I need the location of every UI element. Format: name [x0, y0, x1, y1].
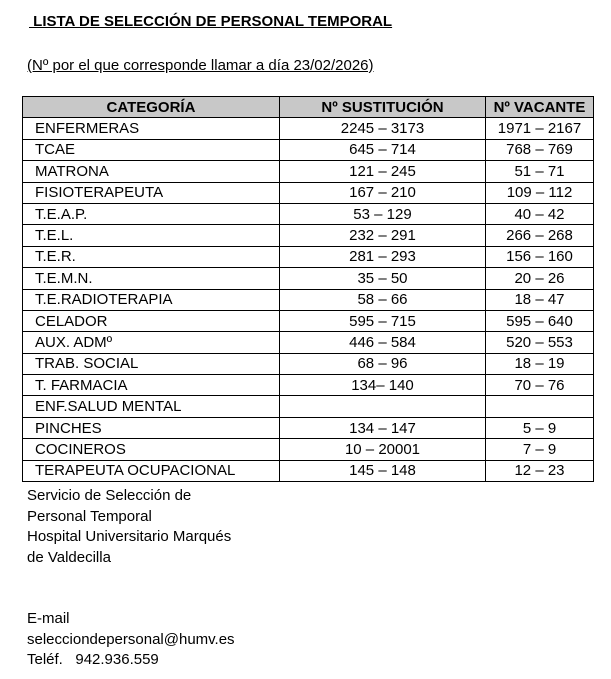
office-line: Servicio de Selección de — [27, 487, 192, 504]
vacancy-cell: 51 – 71 — [486, 161, 594, 182]
office-line: de Valdecilla — [27, 548, 111, 566]
vacancy-cell: 768 – 769 — [486, 139, 594, 160]
substitution-cell: 645 – 714 — [280, 139, 486, 160]
category-cell: COCINEROS — [23, 439, 280, 460]
substitution-cell: 134– 140 — [280, 375, 486, 396]
office-line: Hospital Universitario Marqués — [27, 528, 232, 545]
vacancy-cell: 5 – 9 — [486, 417, 594, 438]
header-vacancy: Nº VACANTE — [486, 97, 594, 118]
category-cell: TERAPEUTA OCUPACIONAL — [23, 460, 280, 481]
category-cell: ENFERMERAS — [23, 118, 280, 139]
vacancy-cell: 520 – 553 — [486, 332, 594, 353]
substitution-cell: 53 – 129 — [280, 203, 486, 224]
vacancy-cell: 40 – 42 — [486, 203, 594, 224]
category-cell: T. FARMACIA — [23, 375, 280, 396]
substitution-cell: 232 – 291 — [280, 225, 486, 246]
category-cell: T.E.R. — [23, 246, 280, 267]
vacancy-cell: 266 – 268 — [486, 225, 594, 246]
substitution-cell: 10 – 20001 — [280, 439, 486, 460]
substitution-cell: 68 – 96 — [280, 353, 486, 374]
category-cell: TRAB. SOCIAL — [23, 353, 280, 374]
substitution-cell: 121 – 245 — [280, 161, 486, 182]
vacancy-cell: 18 – 47 — [486, 289, 594, 310]
table-row — [23, 460, 594, 481]
category-cell: TCAE — [23, 139, 280, 160]
substitution-cell: 145 – 148 — [280, 460, 486, 481]
header-row — [23, 97, 594, 118]
table-row — [23, 289, 594, 310]
category-cell: T.E.RADIOTERAPIA — [23, 289, 280, 310]
table-row — [23, 161, 594, 182]
table-row — [23, 417, 594, 438]
selection-table — [22, 96, 594, 482]
substitution-cell: 134 – 147 — [280, 417, 486, 438]
substitution-cell: 595 – 715 — [280, 310, 486, 331]
table-row — [23, 246, 594, 267]
table-row — [23, 396, 594, 417]
email-label: E-mail — [27, 610, 70, 627]
header-category: CATEGORÍA — [23, 97, 280, 118]
vacancy-cell — [486, 396, 594, 417]
table-row — [23, 439, 594, 460]
document-title: LISTA DE SELECCIÓN DE PERSONAL TEMPORAL — [29, 13, 393, 30]
table-row — [23, 182, 594, 203]
vacancy-cell: 156 – 160 — [486, 246, 594, 267]
category-cell: CELADOR — [23, 310, 280, 331]
contact-footer — [27, 486, 235, 671]
table-row — [23, 268, 594, 289]
table-row — [23, 332, 594, 353]
category-cell: FISIOTERAPEUTA — [23, 182, 280, 203]
table-row — [23, 118, 594, 139]
category-cell: T.E.A.P. — [23, 203, 280, 224]
substitution-cell: 167 – 210 — [280, 182, 486, 203]
spacer — [27, 568, 235, 609]
substitution-cell: 281 – 293 — [280, 246, 486, 267]
category-cell: MATRONA — [23, 161, 280, 182]
substitution-cell: 58 – 66 — [280, 289, 486, 310]
category-cell: ENF.SALUD MENTAL — [23, 396, 280, 417]
substitution-cell: 35 – 50 — [280, 268, 486, 289]
category-cell: T.E.L. — [23, 225, 280, 246]
vacancy-cell: 70 – 76 — [486, 375, 594, 396]
table-row — [23, 203, 594, 224]
date-note: (Nº por el que corresponde llamar a día 23/02/2026) — [27, 57, 374, 74]
vacancy-cell: 7 – 9 — [486, 439, 594, 460]
table-row — [23, 353, 594, 374]
phone-number: Teléf. 942.936.559 — [27, 651, 159, 668]
vacancy-cell: 18 – 19 — [486, 353, 594, 374]
substitution-cell — [280, 396, 486, 417]
category-cell: AUX. ADMº — [23, 332, 280, 353]
category-cell: T.E.M.N. — [23, 268, 280, 289]
office-line: Personal Temporal — [27, 507, 152, 525]
vacancy-cell: 1971 – 2167 — [486, 118, 594, 139]
substitution-cell: 446 – 584 — [280, 332, 486, 353]
vacancy-cell: 595 – 640 — [486, 310, 594, 331]
vacancy-cell: 109 – 112 — [486, 182, 594, 203]
table-row — [23, 375, 594, 396]
email-address[interactable]: selecciondepersonal@humv.es — [27, 630, 235, 648]
table-row — [23, 310, 594, 331]
table-row — [23, 225, 594, 246]
header-substitution: Nº SUSTITUCIÓN — [280, 97, 486, 118]
table-row — [23, 139, 594, 160]
substitution-cell: 2245 – 3173 — [280, 118, 486, 139]
vacancy-cell: 20 – 26 — [486, 268, 594, 289]
vacancy-cell: 12 – 23 — [486, 460, 594, 481]
category-cell: PINCHES — [23, 417, 280, 438]
